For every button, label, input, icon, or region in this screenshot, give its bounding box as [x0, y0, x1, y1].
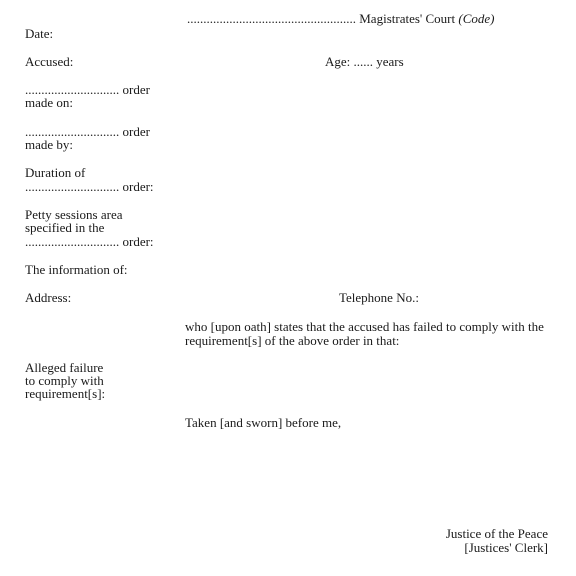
court-code: (Code)	[458, 11, 495, 26]
alleged-failure-line2: to comply with	[25, 373, 104, 388]
order-made-by-line2: made by:	[25, 137, 74, 152]
statement-line2: requirement[s] of the above order in that:	[185, 333, 400, 348]
petty-sessions-line3: ............................. order:	[25, 234, 154, 249]
alleged-failure-line1: Alleged failure	[25, 360, 104, 375]
accused-label: Accused:	[25, 54, 74, 69]
duration-line1: Duration of	[25, 165, 86, 180]
signature-clerk: [Justices' Clerk]	[464, 540, 548, 555]
date-label: Date:	[25, 26, 54, 41]
petty-sessions-line1: Petty sessions area	[25, 207, 123, 222]
order-made-on-line1: ............................. order	[25, 82, 150, 97]
telephone-label: Telephone No.:	[339, 290, 419, 305]
court-header	[187, 12, 494, 25]
signature-justice: Justice of the Peace	[445, 526, 548, 541]
order-made-by-line1: ............................. order	[25, 124, 150, 139]
information-label: The information of:	[25, 262, 128, 277]
petty-sessions-line2: specified in the	[25, 220, 105, 235]
address-label: Address:	[25, 290, 72, 305]
duration-line2: ............................. order:	[25, 179, 154, 194]
taken-sworn-text: Taken [and sworn] before me,	[185, 415, 342, 430]
court-label: Magistrates' Court	[359, 11, 456, 26]
age-label: Age: ...... years	[325, 54, 404, 69]
statement-line1: who [upon oath] states that the accused has failed to comply with the	[185, 319, 544, 334]
order-made-on-line2: made on:	[25, 95, 74, 110]
court-dots: ....................................................	[187, 11, 356, 26]
alleged-failure-line3: requirement[s]:	[25, 386, 106, 401]
